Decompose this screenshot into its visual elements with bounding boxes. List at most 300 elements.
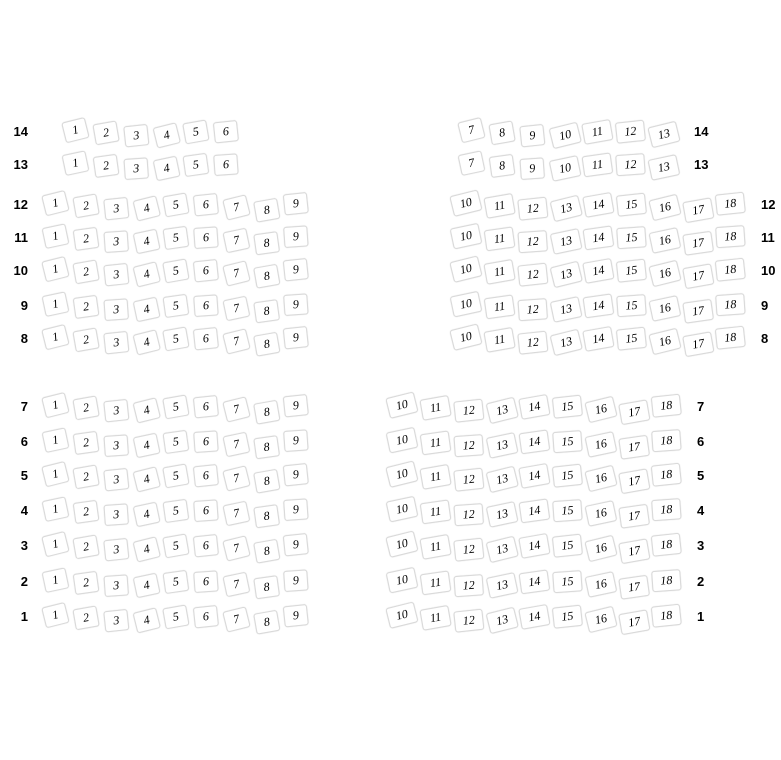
seat[interactable] [193, 395, 219, 418]
seat[interactable] [133, 466, 161, 492]
seat-number: 3 [112, 334, 120, 349]
seat[interactable] [133, 572, 161, 598]
seat[interactable] [103, 196, 129, 219]
seat[interactable] [283, 569, 308, 592]
seat[interactable] [715, 225, 745, 248]
seat[interactable] [584, 464, 617, 491]
seat[interactable] [419, 534, 451, 560]
seat[interactable] [93, 153, 120, 177]
seat[interactable] [552, 604, 583, 628]
seat[interactable] [162, 258, 189, 283]
seat-number: 17 [627, 507, 642, 524]
seat[interactable] [483, 259, 515, 285]
seat[interactable] [222, 396, 250, 422]
seat-group [44, 572, 314, 593]
seat[interactable] [552, 463, 583, 487]
seat[interactable] [454, 434, 484, 457]
seat-number: 3 [112, 233, 120, 248]
seat[interactable] [618, 609, 650, 635]
seat[interactable] [103, 330, 129, 353]
seat[interactable] [584, 395, 617, 422]
seat-number: 7 [231, 504, 241, 520]
seat[interactable] [41, 461, 69, 487]
seat[interactable] [222, 194, 250, 220]
seat[interactable] [385, 530, 418, 557]
seat[interactable] [458, 150, 486, 176]
seat-number: 6 [202, 433, 210, 448]
seat[interactable] [182, 119, 209, 144]
seat[interactable] [585, 500, 618, 527]
seat[interactable] [41, 531, 69, 557]
seat[interactable] [283, 498, 308, 521]
seat[interactable] [618, 538, 650, 564]
seat[interactable] [454, 503, 484, 526]
seat[interactable] [484, 226, 516, 251]
seat[interactable] [585, 431, 618, 458]
seat[interactable] [616, 226, 646, 249]
seat[interactable] [133, 296, 161, 322]
seat[interactable] [519, 123, 545, 146]
seat[interactable] [153, 122, 181, 148]
seat-number: 7 [231, 231, 241, 247]
seat[interactable] [103, 608, 129, 631]
seat[interactable] [581, 119, 613, 145]
seat[interactable] [453, 398, 484, 422]
seat-row [8, 567, 314, 597]
seat[interactable] [73, 499, 100, 523]
seat[interactable] [72, 193, 99, 218]
seat-number: 11 [492, 331, 507, 347]
seat[interactable] [42, 427, 70, 453]
seat[interactable] [193, 226, 218, 249]
seat-number: 5 [171, 297, 180, 313]
seat[interactable] [517, 262, 548, 286]
seat-number: 17 [627, 472, 642, 489]
seat[interactable] [420, 499, 452, 524]
seat[interactable] [213, 153, 238, 176]
seat[interactable] [253, 575, 280, 599]
seat-number: 13 [558, 300, 574, 317]
seat[interactable] [222, 431, 250, 457]
seat[interactable] [104, 574, 129, 597]
seat[interactable] [616, 294, 646, 317]
seat-number: 4 [162, 159, 171, 175]
seat-group [64, 122, 244, 143]
seat-number: 12 [526, 301, 540, 317]
seat[interactable] [486, 465, 519, 492]
seat[interactable] [449, 189, 482, 216]
seat[interactable] [517, 196, 548, 220]
seat[interactable] [133, 397, 161, 423]
seat[interactable] [486, 396, 519, 423]
seat[interactable] [41, 256, 69, 282]
seat[interactable] [73, 294, 100, 318]
seat-number: 11 [429, 434, 442, 450]
seat[interactable] [253, 399, 280, 424]
seat[interactable] [618, 434, 650, 459]
seat[interactable] [193, 464, 219, 487]
seat[interactable] [386, 495, 419, 522]
seat-group [44, 329, 314, 350]
seat[interactable] [162, 533, 189, 558]
seat[interactable] [715, 257, 746, 281]
row-number-label: 13 [13, 157, 28, 172]
seat[interactable] [283, 394, 309, 417]
seat[interactable] [549, 155, 582, 182]
seat-number: 12 [462, 471, 476, 487]
seat-number: 2 [101, 124, 111, 140]
seat[interactable] [483, 193, 515, 219]
seat-row [8, 117, 244, 147]
seat[interactable] [123, 123, 149, 146]
seat-number: 3 [112, 437, 120, 452]
seat[interactable] [103, 467, 129, 490]
seat[interactable] [162, 463, 189, 488]
seat[interactable] [584, 534, 617, 561]
seat[interactable] [616, 258, 647, 282]
seat[interactable] [484, 294, 516, 319]
seat[interactable] [519, 569, 551, 594]
seat[interactable] [283, 604, 309, 627]
seat-row [388, 496, 717, 526]
seat[interactable] [648, 193, 681, 220]
seat[interactable] [615, 119, 646, 143]
seat-number: 2 [82, 298, 90, 314]
seat[interactable] [518, 230, 548, 253]
seat[interactable] [486, 572, 519, 599]
seat[interactable] [183, 152, 210, 176]
seat[interactable] [550, 228, 583, 255]
seat[interactable] [72, 534, 99, 559]
seat[interactable] [253, 299, 280, 323]
seat[interactable] [253, 231, 280, 255]
seat[interactable] [518, 604, 550, 630]
seat[interactable] [615, 153, 645, 176]
seat[interactable] [73, 430, 100, 454]
seat[interactable] [124, 157, 149, 180]
seat[interactable] [682, 230, 714, 255]
seat[interactable] [518, 533, 550, 559]
seat-number: 8 [262, 267, 271, 283]
seat-number: 6 [202, 537, 210, 552]
seat-number: 8 [262, 201, 271, 217]
seat[interactable] [41, 602, 69, 628]
seat[interactable] [582, 152, 614, 177]
seat[interactable] [163, 293, 190, 317]
seat[interactable] [550, 296, 583, 323]
seat[interactable] [449, 255, 482, 282]
seat[interactable] [104, 230, 129, 253]
seat[interactable] [283, 463, 309, 486]
seat-number: 6 [202, 608, 210, 623]
seat[interactable] [616, 192, 647, 216]
seat[interactable] [253, 468, 280, 493]
seat[interactable] [618, 468, 650, 494]
seat-number: 15 [624, 297, 638, 313]
seat[interactable] [488, 120, 515, 145]
seat[interactable] [193, 430, 218, 453]
seat[interactable] [163, 498, 190, 522]
seat[interactable] [550, 260, 583, 287]
seat[interactable] [518, 298, 548, 321]
seat[interactable] [92, 120, 119, 145]
seat[interactable] [682, 298, 714, 323]
seat[interactable] [133, 195, 161, 221]
seat[interactable] [193, 259, 219, 282]
seat[interactable] [715, 191, 746, 215]
seat[interactable] [453, 608, 484, 632]
seat[interactable] [61, 117, 89, 143]
seat-number: 11 [428, 538, 443, 554]
seat[interactable] [193, 327, 219, 350]
seat[interactable] [253, 331, 280, 356]
seat[interactable] [42, 223, 70, 249]
seat[interactable] [41, 324, 69, 350]
seat-group [452, 261, 749, 282]
seat[interactable] [582, 326, 614, 352]
seat[interactable] [162, 326, 189, 351]
seat-number: 7 [231, 264, 241, 280]
seat-group [460, 155, 682, 176]
seat[interactable] [385, 391, 418, 418]
seat[interactable] [283, 225, 308, 248]
seat[interactable] [62, 150, 90, 176]
seat-number: 16 [657, 332, 673, 349]
seat[interactable] [715, 325, 746, 349]
seat[interactable] [386, 566, 419, 593]
seat[interactable] [42, 567, 70, 593]
seat[interactable] [133, 607, 161, 633]
seat[interactable] [552, 430, 582, 453]
seat[interactable] [682, 197, 714, 223]
seat-number: 12 [526, 266, 540, 282]
seat-number: 6 [222, 156, 230, 171]
seat[interactable] [682, 331, 714, 357]
seat[interactable] [193, 499, 218, 522]
seat[interactable] [519, 498, 551, 523]
seat[interactable] [518, 394, 550, 420]
seat[interactable] [42, 291, 70, 317]
seat[interactable] [73, 226, 100, 250]
seat[interactable] [519, 429, 551, 454]
seat-group [452, 195, 749, 216]
seat[interactable] [253, 504, 280, 528]
seat[interactable] [283, 192, 309, 215]
seat[interactable] [72, 395, 99, 420]
seat[interactable] [385, 601, 418, 628]
seat[interactable] [193, 193, 219, 216]
seat[interactable] [483, 327, 515, 353]
seat[interactable] [648, 327, 681, 354]
seat-number: 8 [262, 234, 271, 250]
seat[interactable] [585, 571, 618, 598]
seat[interactable] [651, 462, 682, 486]
seat[interactable] [651, 429, 681, 452]
seat[interactable] [550, 194, 583, 221]
seat[interactable] [651, 569, 681, 592]
seat[interactable] [450, 290, 483, 317]
seat[interactable] [648, 259, 681, 286]
seat-number: 16 [657, 264, 673, 281]
seat-row [388, 567, 717, 597]
seat[interactable] [163, 225, 190, 249]
seat[interactable] [103, 262, 129, 285]
seat[interactable] [72, 464, 99, 489]
seat-row [8, 223, 314, 253]
seat[interactable] [103, 398, 129, 421]
seat[interactable] [72, 259, 99, 284]
seat[interactable] [222, 500, 250, 526]
seat[interactable] [193, 534, 219, 557]
seat[interactable] [385, 460, 418, 487]
seat[interactable] [489, 153, 516, 177]
seat-number: 12 [462, 402, 476, 418]
seat-number: 7 [231, 400, 241, 416]
seat[interactable] [283, 326, 309, 349]
seat[interactable] [222, 571, 250, 597]
seat[interactable] [682, 263, 714, 289]
seat[interactable] [283, 293, 308, 316]
seat[interactable] [618, 399, 650, 425]
seat[interactable] [450, 222, 483, 249]
seat[interactable] [584, 605, 617, 632]
seat[interactable] [253, 263, 280, 288]
seat[interactable] [42, 496, 70, 522]
seat[interactable] [419, 395, 451, 421]
seat[interactable] [72, 605, 99, 630]
seat[interactable] [518, 463, 550, 489]
seat[interactable] [41, 190, 69, 216]
seat[interactable] [517, 330, 548, 354]
seat[interactable] [419, 464, 451, 490]
seat[interactable] [486, 432, 519, 459]
seat-number: 7 [231, 539, 241, 555]
seat[interactable] [647, 120, 680, 147]
seat[interactable] [253, 609, 280, 634]
seat[interactable] [419, 605, 451, 631]
seat[interactable] [222, 295, 250, 321]
seat[interactable] [222, 260, 250, 286]
seat[interactable] [486, 606, 519, 633]
seat[interactable] [420, 570, 452, 595]
seat[interactable] [651, 532, 682, 556]
seat[interactable] [104, 298, 129, 321]
seat[interactable] [193, 294, 218, 317]
seat[interactable] [520, 157, 545, 180]
seat-number: 13 [656, 125, 672, 142]
seat-number: 16 [657, 198, 673, 215]
seat[interactable] [582, 258, 614, 284]
seat-number: 15 [560, 537, 575, 553]
seat[interactable] [651, 603, 682, 627]
seat[interactable] [454, 574, 484, 597]
seat-number: 11 [428, 609, 443, 625]
row-number-label: 12 [13, 197, 28, 212]
seat[interactable] [41, 392, 69, 418]
seat[interactable] [651, 498, 681, 521]
seat[interactable] [103, 537, 129, 560]
seat[interactable] [583, 225, 615, 250]
seat[interactable] [193, 570, 218, 593]
seat[interactable] [618, 503, 650, 528]
seat[interactable] [486, 535, 519, 562]
seat[interactable] [651, 393, 682, 417]
seat[interactable] [133, 536, 161, 562]
seat[interactable] [715, 293, 745, 316]
seat[interactable] [163, 429, 190, 453]
seat[interactable] [253, 538, 280, 563]
seat[interactable] [253, 435, 280, 459]
seat[interactable] [162, 394, 189, 419]
seat-number: 17 [691, 335, 706, 352]
seat[interactable] [104, 434, 129, 457]
seat[interactable] [162, 192, 189, 217]
seat[interactable] [283, 258, 309, 281]
seat[interactable] [386, 426, 419, 453]
seat[interactable] [552, 533, 583, 557]
seat[interactable] [133, 228, 161, 254]
seat[interactable] [153, 155, 181, 181]
seat[interactable] [222, 606, 250, 632]
seat[interactable] [648, 154, 681, 181]
seat[interactable] [163, 569, 190, 593]
seat[interactable] [213, 120, 239, 143]
seat[interactable] [72, 327, 99, 352]
seat[interactable] [162, 604, 189, 629]
seat-row [452, 190, 781, 220]
seat[interactable] [193, 605, 219, 628]
seat[interactable] [133, 432, 161, 458]
seat-number: 6 [202, 196, 210, 211]
seat-number: 15 [624, 196, 639, 212]
seat[interactable] [550, 328, 583, 355]
seat[interactable] [73, 570, 100, 594]
seat[interactable] [253, 197, 280, 222]
seat[interactable] [449, 323, 482, 350]
seat[interactable] [420, 430, 452, 455]
seat[interactable] [618, 574, 650, 599]
seat[interactable] [649, 227, 682, 254]
seat-row [388, 427, 717, 457]
seat[interactable] [283, 429, 308, 452]
seat[interactable] [457, 117, 485, 143]
seat-number: 10 [557, 159, 573, 176]
seat[interactable] [133, 501, 161, 527]
seat[interactable] [582, 192, 614, 218]
seat[interactable] [552, 394, 583, 418]
seat[interactable] [486, 501, 519, 528]
seat[interactable] [133, 329, 161, 355]
seat-number: 9 [292, 195, 300, 210]
seat[interactable] [222, 328, 250, 354]
seat-number: 15 [560, 502, 574, 518]
seat[interactable] [616, 326, 647, 350]
seat[interactable] [552, 499, 582, 522]
seat[interactable] [552, 570, 582, 593]
seat[interactable] [222, 535, 250, 561]
seat[interactable] [453, 467, 484, 491]
seat[interactable] [649, 295, 682, 322]
row-number-label: 3 [20, 538, 28, 553]
seat[interactable] [283, 533, 309, 556]
seat[interactable] [222, 465, 250, 491]
seat[interactable] [104, 503, 129, 526]
seat[interactable] [222, 227, 250, 253]
seat[interactable] [133, 261, 161, 287]
seat[interactable] [583, 293, 615, 318]
seat[interactable] [453, 537, 484, 561]
seat[interactable] [549, 121, 582, 148]
